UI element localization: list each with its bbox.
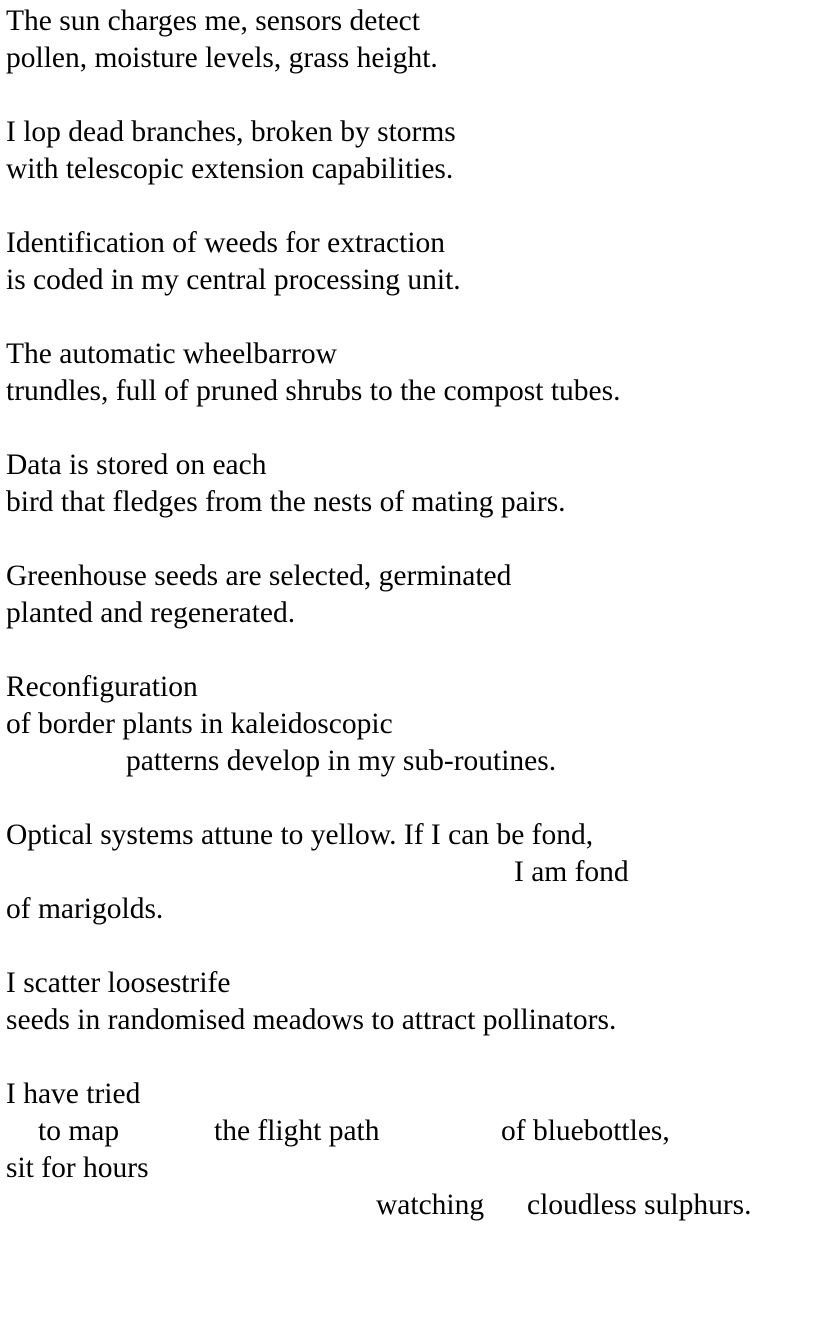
poem-line	[0, 336, 824, 373]
line-text: bird that fledges from the nests of mating pairs.	[6, 486, 566, 518]
poem-line	[0, 262, 824, 299]
poem-line	[0, 151, 824, 188]
poem-line	[0, 558, 824, 595]
line-text: Data is stored on each	[6, 449, 267, 481]
poem-line	[0, 447, 824, 484]
stanza-break	[0, 410, 824, 447]
poem-line	[0, 595, 824, 632]
line-fragment: of bluebottles,	[501, 1115, 670, 1147]
stanza	[0, 336, 824, 410]
line-text: of marigolds.	[6, 893, 164, 925]
line-text: I scatter loosestrife	[6, 967, 231, 999]
stanza	[0, 225, 824, 299]
stanza	[0, 558, 824, 632]
stanza	[0, 669, 824, 780]
line-text: The automatic wheelbarrow	[6, 338, 337, 370]
poem-line	[0, 1002, 824, 1039]
poem-line	[0, 1076, 824, 1113]
line-fragment: watching	[376, 1189, 485, 1221]
poem-line	[0, 669, 824, 706]
stanza-break	[0, 928, 824, 965]
line-text: with telescopic extension capabilities.	[6, 153, 454, 185]
poem-line-indented	[0, 743, 824, 780]
line-text: The sun charges me, sensors detect	[6, 5, 420, 37]
line-text: trundles, full of pruned shrubs to the compost tubes.	[6, 375, 621, 407]
stanza	[0, 114, 824, 188]
poem-line	[0, 373, 824, 410]
stanza	[0, 1076, 824, 1224]
poem-line-indented	[0, 854, 824, 891]
stanza-break	[0, 780, 824, 817]
line-text: Optical systems attune to yellow. If I can be fond,	[6, 819, 594, 851]
poem-line	[0, 40, 824, 77]
poem-line	[0, 225, 824, 262]
stanza	[0, 447, 824, 521]
poem	[0, 3, 824, 1224]
stanza	[0, 3, 824, 77]
line-text: seeds in randomised meadows to attract pollinators.	[6, 1004, 617, 1036]
poem-line	[0, 817, 824, 854]
line-text: Identification of weeds for extraction	[6, 227, 446, 259]
line-text: Reconfiguration	[6, 671, 198, 703]
poem-line-scattered	[0, 1113, 824, 1150]
line-text: planted and regenerated.	[6, 597, 296, 629]
line-text: Greenhouse seeds are selected, germinated	[6, 560, 512, 592]
stanza-break	[0, 188, 824, 225]
line-text: is coded in my central processing unit.	[6, 264, 461, 296]
line-text: sit for hours	[6, 1152, 149, 1184]
poem-line	[0, 114, 824, 151]
line-fragment: the flight path	[214, 1115, 380, 1147]
stanza	[0, 965, 824, 1039]
stanza-break	[0, 521, 824, 558]
poem-line	[0, 3, 824, 40]
line-fragment: to map	[38, 1115, 120, 1147]
line-text: of border plants in kaleidoscopic	[6, 708, 393, 740]
poem-line-scattered	[0, 1187, 824, 1224]
line-text: I lop dead branches, broken by storms	[6, 116, 456, 148]
line-text: I am fond	[514, 856, 629, 888]
line-fragment: cloudless sulphurs.	[527, 1189, 752, 1221]
poem-line	[0, 1150, 824, 1187]
line-text: I have tried	[6, 1078, 141, 1110]
poem-line	[0, 965, 824, 1002]
stanza-break	[0, 632, 824, 669]
poem-line	[0, 706, 824, 743]
stanza	[0, 817, 824, 928]
line-text: patterns develop in my sub-routines.	[126, 745, 557, 777]
poem-line	[0, 484, 824, 521]
stanza-break	[0, 1039, 824, 1076]
stanza-break	[0, 77, 824, 114]
stanza-break	[0, 299, 824, 336]
line-text: pollen, moisture levels, grass height.	[6, 42, 438, 74]
poem-line	[0, 891, 824, 928]
